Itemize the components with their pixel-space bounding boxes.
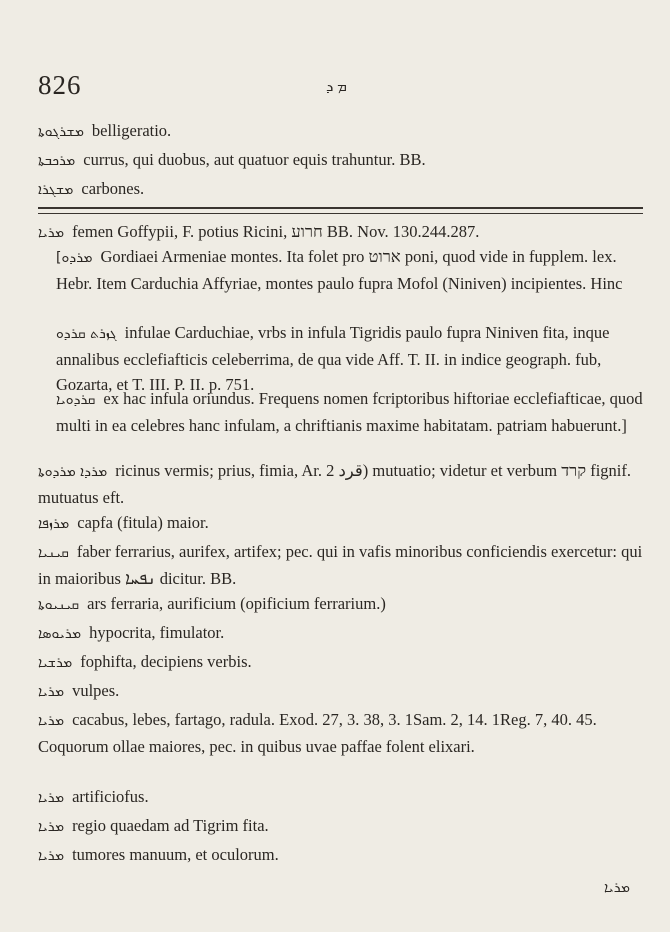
entry: ܡܪܙܦܐ capfa (fitula) maior. — [38, 513, 209, 532]
entry: ܡܪܟܒܬܐ currus, qui duobus, aut quatuor equis trahuntur. BB. — [38, 150, 426, 169]
entry: ܡܪܝܘܣܐ hypocrita, fimulator. — [38, 623, 225, 642]
entry: ܡܪܝܐ vulpes. — [38, 681, 120, 700]
catchword: ܡܪܝܐ — [603, 880, 630, 896]
entry: ܡܪܫܝܐ fophifta, decipiens verbis. — [38, 652, 252, 671]
entry: ܡܪܝܐ regio quaedam ad Tigrim fita. — [38, 816, 269, 835]
entry: ܡܪܝܐ femen Goffypii, F. potius Ricini, חרוע BB. Nov. 130.244.287. — [38, 222, 480, 241]
divider-rule — [38, 207, 643, 209]
entry: [ܡܪܕܘ Gordiaei Armeniae montes. Ita folet pro ארוט poni, quod vide in fupplem. lex. Hebr. Item Carduchia Affyriae, montes paulo fupra Mofol (Niniven) incipientes. Hinc — [56, 247, 623, 293]
entry: ܡܪܝܐ cacabus, lebes, fartago, radula. Exod. 27, 3. 38, 3. 1Sam. 2, 14. 1Reg. 7, 40. 45. Coquorum ollae maiores, pec. in quibus uvae paffae folent elixari. — [38, 710, 597, 756]
divider-rule — [38, 213, 643, 214]
running-header: ܡ ܕ — [326, 79, 347, 95]
entry: ܓܙܪܬ ܩܪܕܘ infulae Carduchiae, vrbs in infula Tigridis paulo fupra Niniven fita, inque annalibus ecclefiafticis celeberrima, de qua vide Aff. T. II. in indice geograph. fub, Gozarta, et T. III. P. II. p. 751. — [56, 323, 610, 394]
entry: ܡܪܝܐ artificiofus. — [38, 787, 149, 806]
entry: ܩܝܢܝܐ faber ferrarius, aurifex, artifex; pec. qui in vafis minoribus conficiendis exercetur: qui in maioribus ܢܦܚܐ dicitur. BB. — [38, 542, 643, 588]
entry: ܩܪܕܘܝܐ ex hac infula oriundus. Frequens nomen fcriptoribus hiftoriae ecclefiafticae, quod multi in ea celebres hanc infulam, a chriftianis maxime habitatam. patriam habuerunt.] — [56, 389, 643, 435]
entry: ܡܪܝܐ tumores manuum, et oculorum. — [38, 845, 279, 864]
entry: ܡܪܕܐ ܡܪܕܘܬܐ ricinus vermis; prius, fimia, Ar. قرد 2) mutuatio; videtur et verbum קרד fignif. mutuatus eft. — [38, 461, 632, 507]
page-number: 826 — [38, 70, 82, 100]
entry: ܩܝܢܝܘܬܐ ars ferraria, aurificium (opificium ferrarium.) — [38, 594, 386, 613]
entry: ܡܫܪܓܘܬܐ belligeratio. — [38, 121, 172, 140]
entry: ܡܫܓܪܐ carbones. — [38, 179, 145, 198]
